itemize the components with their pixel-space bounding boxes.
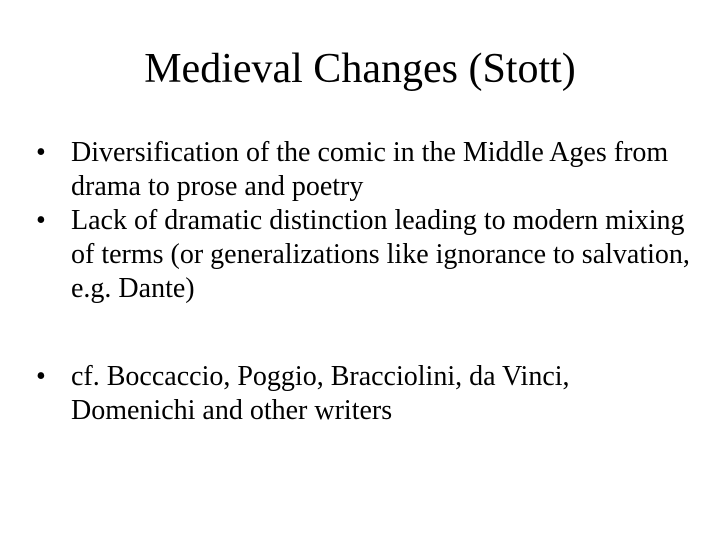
bullet-text: cf. Boccaccio, Poggio, Bracciolini, da Vinci, Domenichi and other writers bbox=[71, 361, 570, 426]
bullet-item bbox=[36, 136, 696, 204]
bullet-item bbox=[36, 204, 696, 306]
bullet-dot-icon: • bbox=[36, 361, 46, 392]
bullet-item bbox=[36, 360, 696, 428]
bullet-list bbox=[36, 136, 696, 428]
bullet-text: Lack of dramatic distinction leading to modern mixing of terms (or generalizations like ignorance to salvation, e.g. Dante) bbox=[71, 205, 690, 304]
bullet-dot-icon: • bbox=[36, 205, 46, 236]
slide-title: Medieval Changes (Stott) bbox=[144, 46, 576, 92]
bullet-dot-icon: • bbox=[36, 137, 46, 168]
bullet-text: Diversification of the comic in the Middle Ages from drama to prose and poetry bbox=[71, 137, 669, 202]
